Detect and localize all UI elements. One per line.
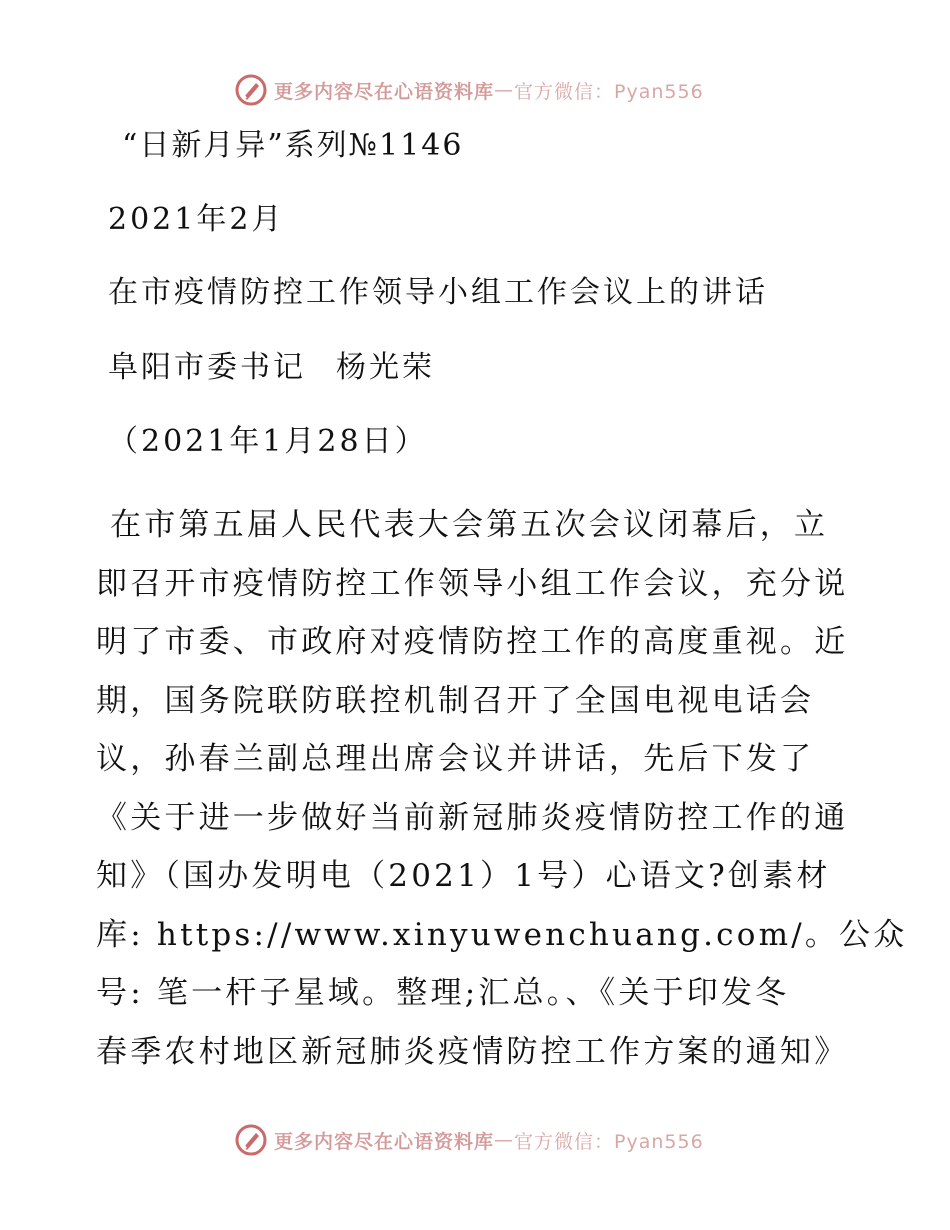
speech-title: 在市疫情防控工作领导小组工作会议上的讲话 (108, 275, 768, 310)
speech-author (108, 348, 435, 388)
body-line: 春季农村地区新冠肺炎疫情防控工作方案的通知》 (96, 1033, 849, 1070)
issue-date: 2021年2月 (108, 202, 285, 237)
body-line: 知》（国办发明电（2021）1号）心语文?创素材 (96, 858, 831, 894)
body-line: 号: 笔一杆子星域。整理;汇总。、《关于印发冬 (96, 975, 790, 1011)
body-line: 在市第五届人民代表大会第五次会议闭幕后，立 (110, 507, 829, 543)
author-name: 杨光荣 (336, 350, 435, 385)
watermark-dash: — (494, 79, 515, 101)
pen-logo-icon (234, 1123, 268, 1157)
watermark-wechat-text: 官方微信：Pyan556 (514, 80, 704, 103)
watermark-dash: — (494, 1129, 515, 1151)
watermark-main-text: 更多内容尽在心语资料库 (274, 80, 495, 103)
body-line: 库: https://www.xinyuwenchuang.com/。公众 (96, 916, 908, 953)
watermark-main-text: 更多内容尽在心语资料库 (274, 1130, 495, 1153)
body-line: 《关于进一步做好当前新冠肺炎疫情防控工作的通 (96, 799, 849, 836)
body-line: 期，国务院联防联控机制召开了全国电视电话会 (96, 682, 815, 719)
watermark-wechat-text: 官方微信：Pyan556 (514, 1130, 704, 1153)
body-line: 即召开市疫情防控工作领导小组工作会议，充分说 (96, 565, 849, 602)
series-label: “日新月异”系列№1146 (122, 128, 464, 163)
speech-date: （2021年1月28日） (108, 424, 428, 459)
watermark-top (234, 72, 704, 108)
body-paragraph (96, 496, 908, 1081)
author-position: 阜阳市委书记 (108, 350, 306, 385)
pen-logo-icon (234, 73, 268, 107)
watermark-bottom (234, 1122, 704, 1158)
body-line: 议，孙春兰副总理出席会议并讲话，先后下发了 (96, 741, 815, 777)
body-line: 明了市委、市政府对疫情防控工作的高度重视。近 (96, 624, 849, 660)
